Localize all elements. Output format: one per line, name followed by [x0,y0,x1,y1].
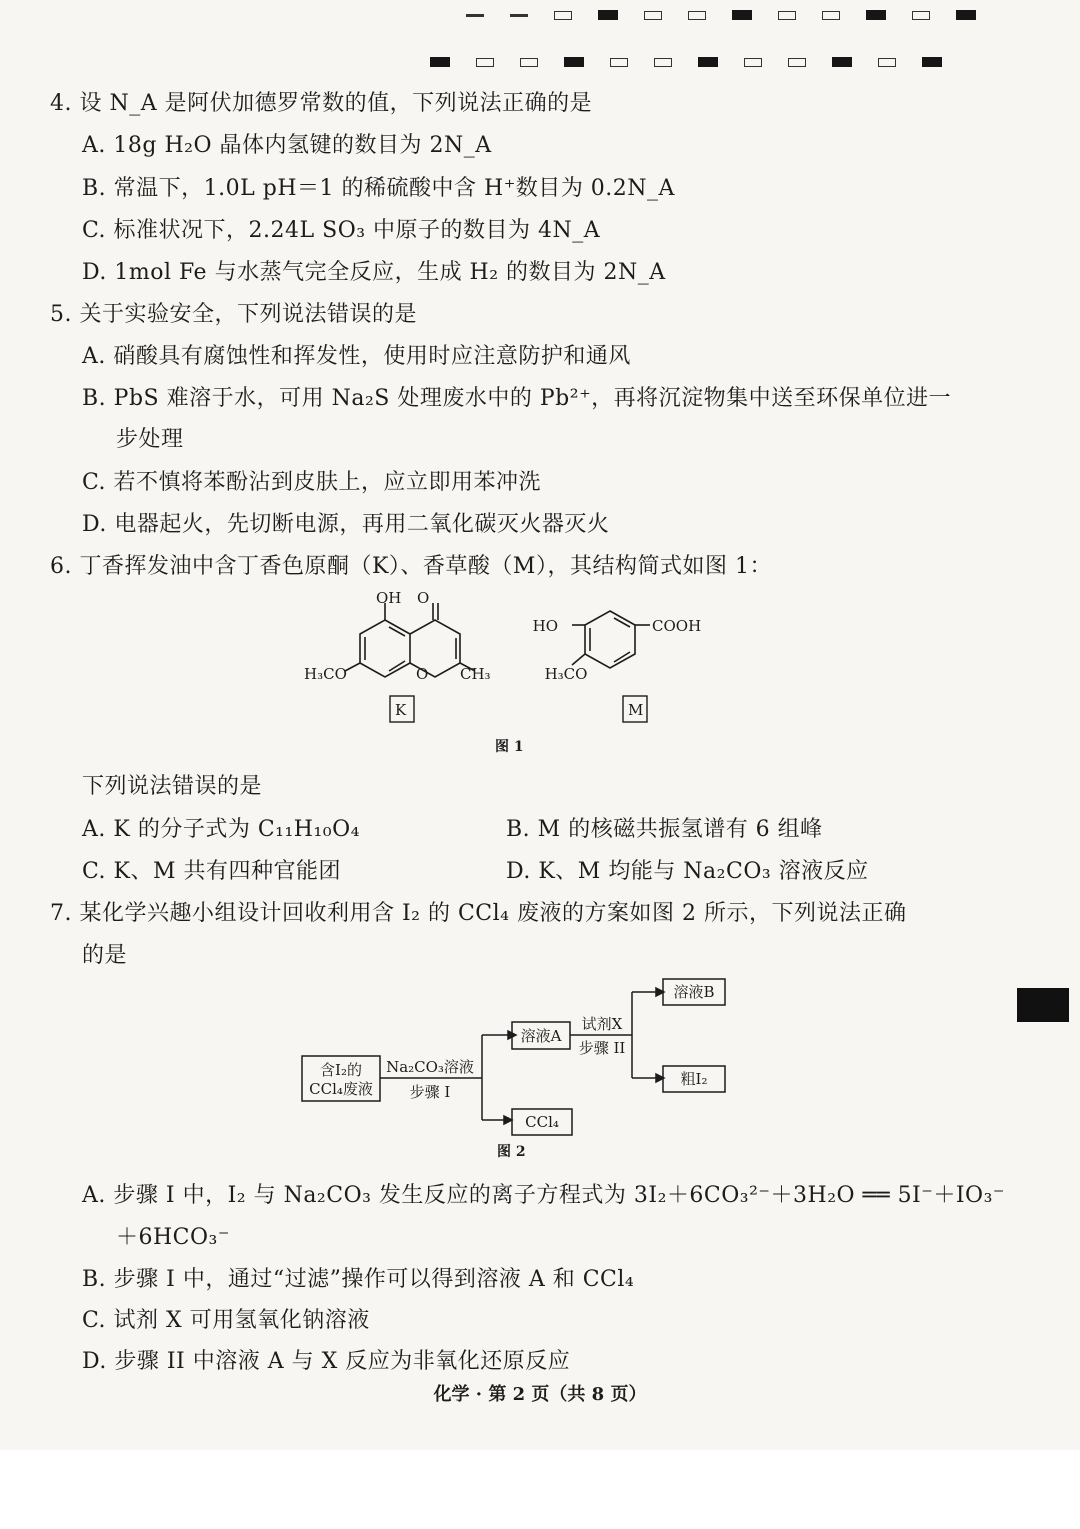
timing-marks-top [466,10,976,20]
timing-marks-second [430,57,942,67]
flow-ccl4: CCl₄ [525,1113,559,1131]
q4-option-d: D. 1mol Fe 与水蒸气完全反应，生成 H₂ 的数目为 2N_A [82,260,666,285]
q6-option-b: B. M 的核磁共振氢谱有 6 组峰 [506,817,823,842]
figure-2-caption: 图 2 [497,1144,526,1160]
q5-option-c: C. 若不慎将苯酚沾到皮肤上，应立即用苯冲洗 [82,470,542,495]
q5-option-b: B. PbS 难溶于水，可用 Na₂S 处理废水中的 Pb²⁺，再将沉淀物集中送至环保单位进一 [82,386,952,411]
q7-stem-continued: 的是 [82,943,128,968]
q4-option-c: C. 标准状况下，2.24L SO₃ 中原子的数目为 4N_A [82,218,601,243]
q4-option-b: B. 常温下，1.0L pH＝1 的稀硫酸中含 H⁺数目为 0.2N_A [82,176,675,201]
k-ring-o-label: O [416,665,429,683]
scan-marker-block [1017,988,1069,1022]
q4-option-a: A. 18g H₂O 晶体内氢键的数目为 2N_A [82,133,492,158]
m-cooh-label: COOH [652,617,702,635]
m-och3-label: H₃CO [544,665,588,683]
figure-1-caption: 图 1 [495,739,524,755]
q7-stem: 7. 某化学兴趣小组设计回收利用含 I₂ 的 CCl₄ 废液的方案如图 2 所示，下列说法正确 [50,901,907,926]
figure-2-flowchart [295,975,735,1165]
q7-option-c: C. 试剂 X 可用氢氧化钠溶液 [82,1308,370,1333]
k-carbonyl-o-label: O [417,589,430,607]
q7-option-d: D. 步骤 II 中溶液 A 与 X 反应为非氧化还原反应 [82,1349,571,1374]
k-och3-label: H₃CO [304,665,347,683]
q7-option-a-continued: ＋6HCO₃⁻ [116,1225,230,1250]
q5-option-d: D. 电器起火，先切断电源，再用二氧化碳灭火器灭火 [82,512,610,537]
q5-option-b-continued: 步处理 [116,427,184,452]
flow-step1-label: 步骤 I [409,1083,451,1101]
q4-stem: 4. 设 N_A 是阿伏加德罗常数的值，下列说法正确的是 [50,91,593,116]
flow-solution-b: 溶液B [673,983,715,1001]
page-footer: 化学 · 第 2 页（共 8 页） [433,1384,647,1405]
q6-option-c: C. K、M 共有四种官能团 [82,859,342,884]
flow-step2-label: 步骤 II [578,1039,626,1057]
flow-crude-i2: 粗I₂ [680,1070,708,1088]
q7-option-b: B. 步骤 I 中，通过“过滤”操作可以得到溶液 A 和 CCl₄ [82,1267,635,1292]
flow-solution-a: 溶液A [520,1027,562,1045]
q6-option-a: A. K 的分子式为 C₁₁H₁₀O₄ [82,817,360,842]
q6-stem: 6. 丁香挥发油中含丁香色原酮（K）、香草酸（M），其结构简式如图 1： [50,554,772,579]
flow-start-line1: 含I₂的 [320,1061,362,1079]
k-ch3-label: CH₃ [460,665,491,683]
q5-option-a: A. 硝酸具有腐蚀性和挥发性，使用时应注意防护和通风 [82,344,631,369]
q6-option-d: D. K、M 均能与 Na₂CO₃ 溶液反应 [506,859,869,884]
k-label: K [395,701,407,719]
q7-option-a: A. 步骤 I 中，I₂ 与 Na₂CO₃ 发生反应的离子方程式为 3I₂＋6CO₃²⁻＋3H₂O ══ 5I⁻＋IO₃⁻ [82,1183,1006,1208]
q6-sub-stem: 下列说法错误的是 [82,774,263,799]
m-label: M [628,701,644,719]
q5-stem: 5. 关于实验安全，下列说法错误的是 [50,302,417,327]
k-oh-label: OH [376,589,402,607]
flow-start-line2: CCl₄废液 [309,1080,373,1098]
flow-reagent-x: 试剂X [581,1015,623,1033]
flow-step1-reagent: Na₂CO₃溶液 [386,1058,474,1076]
m-ho-label: HO [532,617,558,635]
figure-1-structures [290,585,740,760]
bottom-margin [0,1450,1080,1529]
